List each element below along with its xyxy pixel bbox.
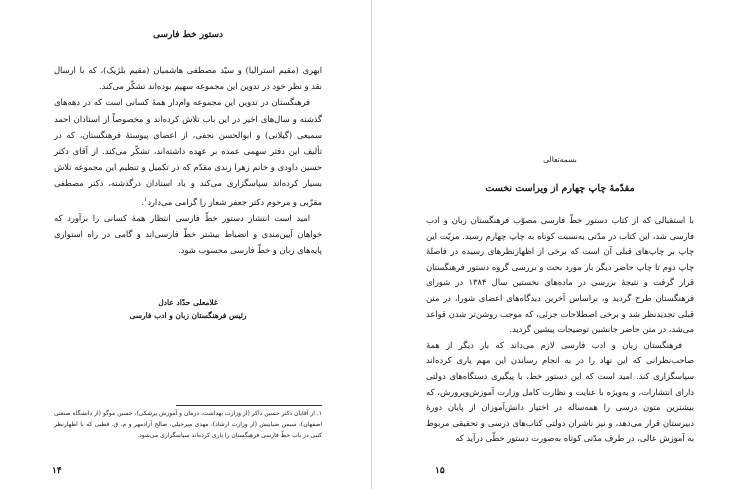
right-page (372, 0, 744, 489)
preface-title: مقدّمهٔ چاپ چهارم از ویراست نخست (485, 183, 635, 194)
footnote-divider (176, 405, 322, 406)
paragraph: فرهنگستان در تدوین این مجموعه وام‌دار همهٔ کسانی است که در دهه‌های گذشته و سال‌های اخیر در این باب تلاش کرده‌اند و مخصوصاً از استادان احمد سمیعی (گیلانی) و ابوالحسن نجفی، از اعضای پیوستهٔ فرهنگستان، که در تألیف این دفتر سهمی عمده بر عهده داشته‌اند، تشکّر می‌کند. از آقای دکتر حسین داودی و خانم زهرا زندی مقدّم که در تکمیل و تنظیم این مجموعه تلاش بسیار کرده‌اند سپاسگزاری می‌کند و یاد استادان درگذشته، دکتر مصطفی مقرّبی و مرحوم دکتر جعفر شعار را گرامی می‌دارد$^۱$. (54, 97, 322, 207)
left-page-body (54, 62, 322, 258)
right-page-body (426, 213, 694, 447)
paragraph: فرهنگستان زبان و ادب فارسی لازم می‌داند که بار دیگر از همهٔ صاحب‌نظرانی که این نهاد را در به انجام رساندن این مهم یاری کرده‌اند سپاسگزاری کند. امید است که این دستور خط، با پیگیری دستگاه‌های دولتی دارای انتشارات، و به‌ویژه با عنایت و نظارت کامل وزارت آموزش‌وپرورش، که بیشترین متون درسی را همه‌ساله در اختیار دانش‌آموزان از پایان دورهٔ دبیرستان قرار می‌دهد، و نیز ناشران دولتی کتاب‌های درسی و تحقیقی مربوط به آموزش عالی، در طرف مدّتی کوتاه به‌صورت دستور خطّی درآید که (426, 339, 694, 444)
page-number: ۱۴ (52, 466, 62, 476)
paragraph: با استقبالی که از کتاب دستور خطّ فارسی مصوّب فرهنگستان زبان و ادب فارسی شد، این کتاب در مدّتی به‌نسبت کوتاه به چاپ چهارم رسید. مزیّت این چاپ بر چاپ‌های قبلی آن است که برخی از اظهارنظرهای رسیده در فاصلهٔ چاپ دوم تا چاپ حاضر دیگر بار مورد بحث و بررسی گروه دستور فرهنگستان قرار گرفت و نتیجهٔ بررسی در ماده‌های نخستین سال ۱۳۸۴ در شورای فرهنگستان طرح گردید و، براساس آخرین دیدگاه‌های اعضای شورا، در متن قبلی تجدیدنظر شد و برخی اصطلاحات جزئی، که موجب روشن‌تر شدن قواعد می‌شد، در متن حاضر جانشین توضیحات پیشین گردید. (426, 215, 694, 335)
paragraph-text: فرهنگستان در تدوین این مجموعه وام‌دار همهٔ کسانی است که در دهه‌های گذشته و سال‌های اخیر در این باب تلاش کرده‌اند و مخصوصاً از استادان احمد سمیعی (گیلانی) و ابوالحسن نجفی، از اعضای پیوستهٔ فرهنگستان، که در تألیف این دفتر سهمی عمده بر عهده داشته‌اند، تشکّر می‌کند. از آقای دکتر حسین داودی و خانم زهرا زندی مقدّم که در تکمیل و تنظیم این مجموعه تلاش بسیار کرده‌اند سپاسگزاری می‌کند و یاد استادان درگذشته، دکتر مصطفی مقرّبی و مرحوم دکتر جعفر شعار را گرامی می‌دارد (54, 97, 322, 207)
page-number: ۱۵ (435, 466, 445, 476)
signature-name: غلامعلی حدّاد عادل (158, 298, 218, 307)
signature-title: رئیس فرهنگستان زبان و ادب فارسی (129, 311, 247, 320)
paragraph: ابهری (مقیم استرالیا) و سیّد مصطفی هاشمیان (مقیم بلژیک)، که با ارسال نقد و نظر خود در تدوین این مجموعه سهیم بوده‌اند تشکّر می‌کند. (54, 65, 322, 92)
paragraph: امید است انتشار دستور خطّ فارسی انتظار همهٔ کسانی را برآورد که خواهان آیین‌مندی و انضباط بیشتر خطّ فارسی‌اند و گامی در راه استواری پایه‌های زبان و خطّ فارسی محسوب شود. (54, 212, 322, 255)
bismillah-heading: بسمه‌تعالی (543, 155, 577, 164)
signature-block (54, 296, 322, 322)
footnote: ۱. از آقایان دکتر حسین ذاکر (از وزارت بهداشت، درمان و آموزش پزشکی)، حسین موگو (از دانشگاه صنعتی اصفهان)، سیمن ضیاییش (از وزارت ارشاد)، مهدی میرخیلی، صالح آزادمهر و م. ق. قطبی که با اظهارنظر کتبی در باب خطّ فارسی فرهنگستان را یاری کرده‌اند سپاسگزاری می‌شود. (54, 410, 322, 439)
footnote-marker: ۱ (143, 195, 148, 203)
running-head: دستور خط فارسی (152, 30, 224, 40)
